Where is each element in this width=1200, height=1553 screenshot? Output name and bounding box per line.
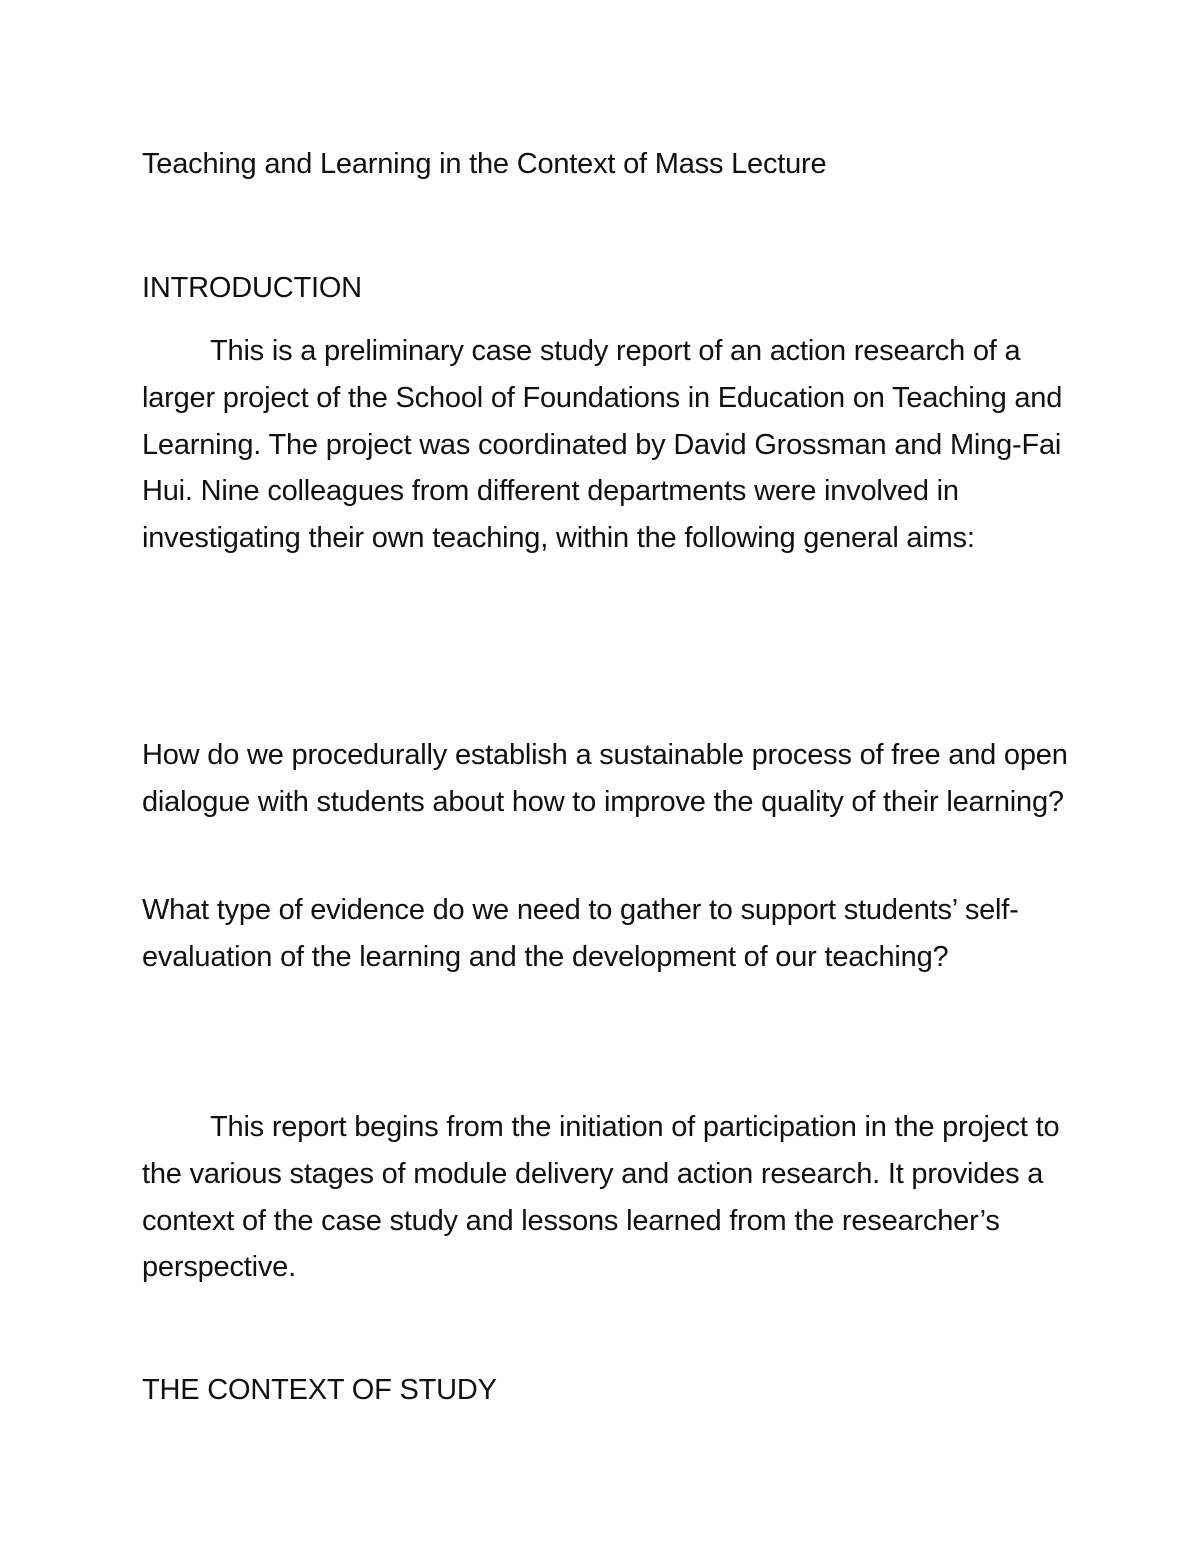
- document-title: Teaching and Learning in the Context of Mass Lecture: [142, 148, 827, 180]
- report-paragraph: This report begins from the initiation of participation in the project to the various stages of module delivery and action research. It provides a context of the case study and lessons learned from the researcher’s perspective.: [142, 1111, 1060, 1284]
- aim-question: What type of evidence do we need to gather to support students’ self-evaluation of the learning and the development of our teaching?: [142, 894, 1019, 973]
- introduction-heading: INTRODUCTION: [142, 272, 362, 304]
- aim-question: How do we procedurally establish a sustainable process of free and open dialogue with students about how to improve the quality of their learning?: [142, 739, 1068, 818]
- introduction-paragraph: This is a preliminary case study report of an action research of a larger project of the School of Foundations in Education on Teaching and Learning. The project was coordinated by David Grossman and Ming-Fai Hui. Nine colleagues from different departments were involved in investigating their own teaching, within the following general aims:: [142, 335, 1063, 555]
- context-heading: THE CONTEXT OF STUDY: [142, 1374, 497, 1406]
